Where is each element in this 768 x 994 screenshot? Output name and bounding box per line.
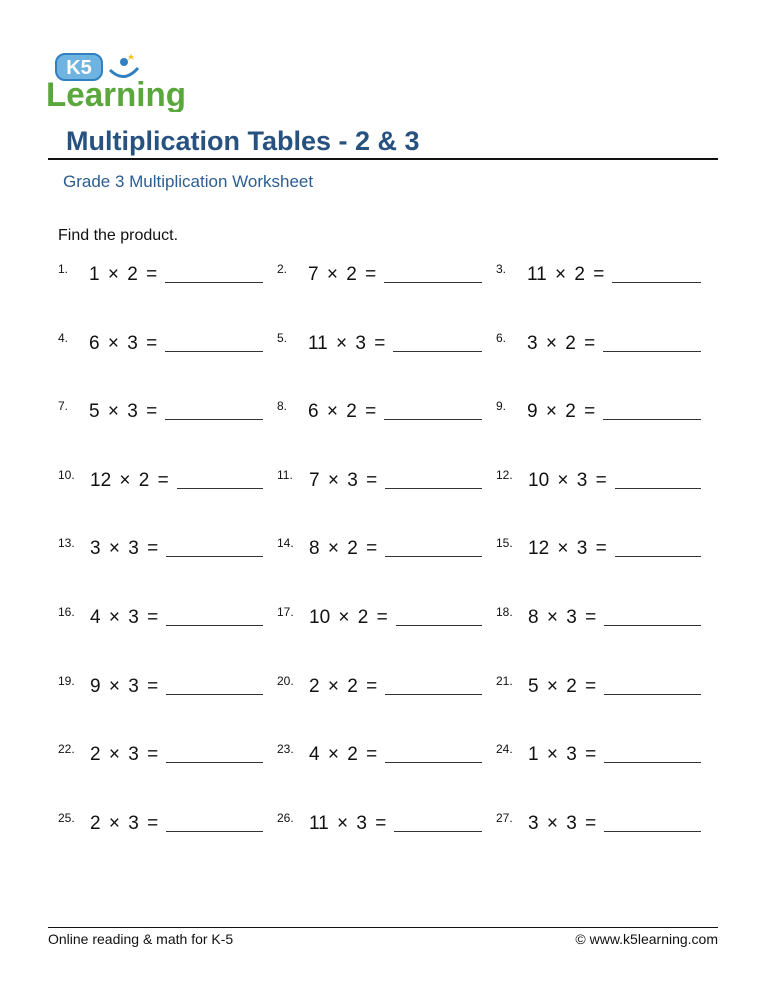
problem-item — [277, 742, 487, 772]
answer-blank[interactable] — [615, 556, 701, 557]
problem-item — [58, 468, 268, 498]
problem-number: 16. — [58, 605, 75, 619]
instructions: Find the product. — [58, 227, 179, 244]
problem-expression: 7 × 2 = — [308, 264, 377, 285]
problem-item — [58, 605, 268, 635]
problem-number: 1. — [58, 262, 69, 276]
problem-item — [496, 605, 706, 635]
answer-blank[interactable] — [384, 282, 482, 283]
answer-blank[interactable] — [384, 419, 482, 420]
problem-expression: 2 × 2 = — [309, 676, 378, 697]
problem-expression: 10 × 2 = — [309, 607, 388, 628]
problem-expression: 1 × 3 = — [528, 744, 597, 765]
problem-item — [496, 674, 706, 704]
problem-number: 15. — [496, 536, 513, 550]
answer-blank[interactable] — [615, 488, 701, 489]
answer-blank[interactable] — [166, 831, 263, 832]
problem-expression: 4 × 2 = — [309, 744, 378, 765]
answer-blank[interactable] — [166, 556, 263, 557]
footer-tagline: Online reading & math for K-5 — [48, 931, 234, 947]
problem-number: 18. — [496, 605, 513, 619]
problem-item — [277, 468, 487, 498]
answer-blank[interactable] — [604, 762, 701, 763]
problem-number: 4. — [58, 331, 69, 345]
problem-item — [58, 742, 268, 772]
problem-item — [277, 331, 487, 361]
problem-number: 19. — [58, 674, 75, 688]
problem-expression: 11 × 3 = — [309, 813, 387, 834]
problem-expression: 2 × 3 = — [90, 744, 159, 765]
problem-item — [277, 262, 487, 292]
problem-number: 22. — [58, 742, 75, 756]
answer-blank[interactable] — [165, 282, 263, 283]
problem-expression: 5 × 2 = — [528, 676, 597, 697]
problem-expression: 3 × 3 = — [528, 813, 597, 834]
problem-number: 5. — [277, 331, 288, 345]
problem-expression: 11 × 2 = — [527, 264, 605, 285]
problem-expression: 3 × 3 = — [90, 538, 159, 559]
problem-item — [496, 468, 706, 498]
problem-item — [277, 605, 487, 635]
problem-expression: 12 × 3 = — [528, 538, 607, 559]
answer-blank[interactable] — [396, 625, 482, 626]
page-subtitle: Grade 3 Multiplication Worksheet — [63, 172, 314, 191]
problem-expression: 2 × 3 = — [90, 813, 159, 834]
answer-blank[interactable] — [385, 488, 482, 489]
problem-item — [58, 399, 268, 429]
answer-blank[interactable] — [165, 419, 263, 420]
answer-blank[interactable] — [165, 351, 263, 352]
answer-blank[interactable] — [393, 351, 482, 352]
answer-blank[interactable] — [603, 351, 701, 352]
logo-badge-text: K5 — [66, 57, 92, 79]
answer-blank[interactable] — [385, 556, 482, 557]
problem-item — [58, 536, 268, 566]
answer-blank[interactable] — [385, 694, 482, 695]
problem-expression: 6 × 2 = — [308, 401, 377, 422]
problem-number: 9. — [496, 399, 507, 413]
problem-item — [496, 811, 706, 841]
answer-blank[interactable] — [385, 762, 482, 763]
problem-expression: 4 × 3 = — [90, 607, 159, 628]
problem-item — [58, 811, 268, 841]
problem-item — [58, 331, 268, 361]
problem-expression: 9 × 2 = — [527, 401, 596, 422]
page-title: Multiplication Tables - 2 & 3 — [66, 126, 420, 156]
problem-item — [277, 399, 487, 429]
problem-item — [58, 674, 268, 704]
footer-divider — [48, 927, 718, 928]
answer-blank[interactable] — [166, 694, 263, 695]
problem-number: 17. — [277, 605, 294, 619]
answer-blank[interactable] — [604, 694, 701, 695]
footer-copyright: © www.k5learning.com — [575, 931, 718, 947]
answer-blank[interactable] — [166, 625, 263, 626]
problem-expression: 6 × 3 = — [89, 333, 158, 354]
problem-item — [277, 811, 487, 841]
problem-expression: 8 × 3 = — [528, 607, 597, 628]
problem-number: 23. — [277, 742, 294, 756]
problem-number: 8. — [277, 399, 288, 413]
problem-number: 27. — [496, 811, 513, 825]
problem-expression: 12 × 2 = — [90, 470, 169, 491]
problem-item — [496, 262, 706, 292]
problem-item — [277, 674, 487, 704]
problem-number: 10. — [58, 468, 75, 482]
problem-number: 26. — [277, 811, 294, 825]
problem-expression: 10 × 3 = — [528, 470, 607, 491]
problem-number: 14. — [277, 536, 294, 550]
problem-number: 7. — [58, 399, 69, 413]
problem-item — [496, 399, 706, 429]
problem-expression: 11 × 3 = — [308, 333, 386, 354]
problem-expression: 8 × 2 = — [309, 538, 378, 559]
problem-number: 3. — [496, 262, 507, 276]
problem-item — [496, 536, 706, 566]
problem-item — [58, 262, 268, 292]
answer-blank[interactable] — [604, 831, 701, 832]
answer-blank[interactable] — [612, 282, 701, 283]
problem-number: 6. — [496, 331, 507, 345]
logo-wordmark: Learning — [46, 76, 186, 112]
problem-number: 11. — [277, 468, 293, 482]
answer-blank[interactable] — [604, 625, 701, 626]
problem-number: 2. — [277, 262, 288, 276]
problem-number: 12. — [496, 468, 513, 482]
problem-expression: 9 × 3 = — [90, 676, 159, 697]
problem-expression: 3 × 2 = — [527, 333, 596, 354]
problem-number: 13. — [58, 536, 75, 550]
answer-blank[interactable] — [394, 831, 482, 832]
problem-number: 24. — [496, 742, 513, 756]
problem-expression: 1 × 2 = — [89, 264, 158, 285]
problem-item — [496, 331, 706, 361]
problem-item — [277, 536, 487, 566]
problem-number: 25. — [58, 811, 75, 825]
answer-blank[interactable] — [166, 762, 263, 763]
problem-number: 20. — [277, 674, 294, 688]
answer-blank[interactable] — [603, 419, 701, 420]
problem-item — [496, 742, 706, 772]
problem-number: 21. — [496, 674, 513, 688]
problem-expression: 5 × 3 = — [89, 401, 158, 422]
problem-expression: 7 × 3 = — [309, 470, 378, 491]
answer-blank[interactable] — [177, 488, 263, 489]
